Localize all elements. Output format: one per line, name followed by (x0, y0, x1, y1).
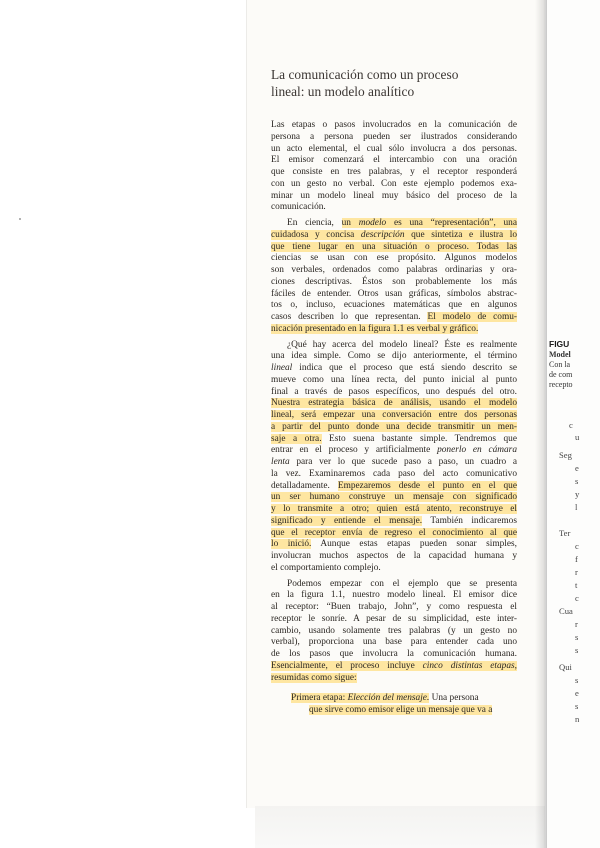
facing-page-text-fragment: e (575, 688, 579, 698)
text-line (271, 144, 517, 156)
facing-page-text-fragment: s (575, 632, 579, 642)
text-run: fáciles de entender. Otros usan gráficas, símbolos abstrac- (271, 288, 517, 299)
facing-page-text-fragment: r (575, 619, 578, 629)
text-line (271, 469, 517, 481)
facing-page-text-fragment: n (575, 714, 580, 724)
text-run: ciones descriptivas. Éstos son probablemente los más (271, 276, 517, 287)
section-title (271, 66, 531, 100)
text-line (271, 434, 517, 446)
highlighted-text: Empezaremos desde el punto en el que (337, 480, 517, 491)
facing-page-text-fragment: f (575, 554, 578, 564)
facing-page-text-fragment: e (575, 463, 579, 473)
scan-speck (19, 218, 21, 220)
text-line (271, 516, 517, 528)
list-gap (271, 684, 517, 693)
text-run: para ver lo que sucede paso a paso, un cuadro a (289, 457, 517, 467)
highlighted-text: El modelo de comu- (427, 312, 518, 322)
text-run: detalladamente. (271, 480, 338, 491)
text-run: involucran muchos aspectos de la capacidad humana y (271, 551, 517, 561)
text-line (271, 481, 517, 493)
text-line (271, 422, 517, 434)
text-line (271, 289, 517, 301)
text-run: indica que el proceso que está siendo descrito se (292, 363, 517, 373)
text-run: una idea simple. Como se dijo anteriormente, el término (271, 351, 517, 362)
text-line (271, 253, 517, 265)
text-line (271, 445, 517, 457)
text-line (271, 590, 517, 602)
highlighted-text: cuidadosa y concisa (271, 229, 361, 240)
text-run: También indicaremos (422, 515, 517, 526)
highlighted-text: nicación presentado en la figura 1.1 es verbal y gráfico. (271, 323, 479, 334)
highlighted-text: un (341, 218, 359, 228)
highlighted-text: un ser humano construye un mensaje con significado (271, 492, 517, 503)
text-run: lineal (271, 363, 293, 373)
text-line (271, 242, 517, 254)
text-line (271, 155, 517, 167)
text-run: final a través de pasos específicos, uno después del otro. (271, 386, 517, 397)
facing-page-text-fragment: Seg (559, 450, 572, 460)
facing-page-text-fragment: Qui (559, 662, 572, 672)
figure-label: FIGU (549, 339, 570, 349)
facing-page-text-fragment: s (575, 675, 579, 685)
text-run: la vez. Examinaremos cada paso del acto comunicativo (271, 468, 517, 479)
highlighted-text: cinco distintas etapas, (422, 660, 517, 671)
text-line (271, 191, 517, 203)
text-line (271, 167, 517, 179)
text-run: Una persona (429, 693, 479, 704)
text-line (271, 457, 517, 469)
text-run: de los pasos que involucra la comunicación humana. (271, 649, 517, 659)
highlighted-text: y lo transmite a otro; quien está atento, reconstruye el (271, 504, 517, 514)
facing-page-text-fragment: Cua (559, 606, 573, 616)
text-run: casos describen lo que representan. (271, 312, 428, 322)
text-run: entrar en el proceso y artificialmente (271, 445, 438, 456)
highlighted-text: lo inició. (271, 539, 312, 550)
text-run: receptor le sonríe. A pesar de su simplicidad, este inter- (271, 613, 517, 624)
text-run: Esto suena bastante simple. Tendremos que (321, 433, 517, 444)
section-title-line-1: La comunicación como un proceso (271, 67, 459, 82)
text-run: tos o, incluso, ecuaciones matemáticas que en algunos (271, 300, 517, 311)
highlighted-text: Elección del mensaje. (347, 693, 430, 704)
text-line (271, 410, 517, 422)
text-run: mueve como una línea recta, del punto inicial al punto (271, 374, 517, 385)
text-line (271, 277, 517, 289)
text-line (271, 218, 517, 230)
facing-page-text-fragment: s (575, 701, 579, 711)
facing-page-text-fragment: s (575, 476, 579, 486)
text-line (271, 551, 517, 563)
highlighted-text: que sintetiza e ilustra lo (404, 229, 518, 240)
text-run: Podemos empezar con el ejemplo que se presenta (287, 578, 517, 589)
text-line (271, 340, 517, 352)
facing-page-fragment (547, 0, 600, 848)
highlighted-text: saje a otra. (271, 433, 322, 444)
highlighted-text: que el receptor envía de regreso el conocimiento al que (271, 527, 517, 538)
facing-page-text-fragment: u (575, 432, 580, 442)
text-line (271, 626, 517, 638)
text-run: comunicación. (271, 202, 326, 213)
highlighted-text: resumidas como sigue: (271, 672, 357, 683)
text-line (271, 179, 517, 191)
facing-page-text-fragment: c (575, 593, 579, 603)
text-run: un acto elemental, el cual sólo involucra a dos personas. (271, 143, 517, 154)
text-line (271, 312, 517, 324)
body-text (271, 120, 517, 717)
text-run: ¿Qué hay acerca del modelo lineal? Éste es realmente (287, 339, 517, 350)
text-run: En ciencia, (287, 218, 342, 228)
text-line (271, 398, 517, 410)
highlighted-text: que tiene lugar en una situación o proceso. Todas las (271, 241, 517, 252)
facing-page-text-fragment: c (569, 420, 573, 430)
text-line (271, 637, 517, 649)
text-run: lenta (271, 457, 290, 467)
text-line (271, 649, 517, 661)
highlighted-text: modelo (358, 218, 387, 228)
text-line (271, 673, 517, 685)
highlighted-text: lineal, será empezar una conversación entre dos personas (271, 410, 517, 420)
text-line (271, 375, 517, 387)
text-line (271, 351, 517, 363)
text-line (271, 324, 517, 336)
highlighted-text: descripción (360, 229, 405, 240)
text-run: minar un modelo lineal muy básico del proceso de la (271, 190, 517, 201)
facing-page-text-fragment: y (575, 489, 580, 499)
figure-caption-fragment: recepto (549, 380, 573, 389)
text-line (271, 132, 517, 144)
highlighted-text: Esencialmente, el proceso incluye (271, 660, 423, 671)
highlighted-text: que sirve como emisor elige un mensaje que va a (309, 705, 493, 715)
text-run: en la figura 1.1, nuestro modelo lineal. El emisor dice (271, 590, 517, 601)
text-run: son verbales, ordenados como palabras ordinarias y ora- (271, 265, 517, 275)
text-run: con un gesto no verbal. Con este ejemplo podemos exa- (271, 178, 517, 189)
facing-page-text-fragment: Ter (559, 528, 571, 538)
figure-caption-fragment: Model (549, 350, 571, 359)
text-run: Aunque estas etapas pueden sonar simples, (311, 539, 517, 550)
text-line (271, 265, 517, 277)
text-run: cambio, usando solamente tres palabras (y un gesto no (271, 625, 517, 636)
text-line (271, 300, 517, 312)
text-line (271, 563, 517, 575)
facing-page-text-fragment: s (575, 645, 579, 655)
text-line (271, 230, 517, 242)
section-title-line-2: lineal: un modelo analítico (271, 84, 415, 99)
text-line (271, 492, 517, 504)
facing-page-text-fragment: t (575, 580, 578, 590)
text-line (271, 579, 517, 591)
text-run: al receptor: “Buen trabajo, John”, y como respuesta el (271, 602, 517, 612)
highlighted-text: a partir del punto donde una decide transmitir un men- (271, 421, 517, 432)
text-line (271, 661, 517, 673)
text-run: Las etapas o pasos involucrados en la comunicación de (271, 120, 517, 130)
figure-caption-fragment: Con la (549, 360, 571, 369)
highlighted-text: Nuestra estrategia básica de análisis, usando el modelo (271, 398, 517, 409)
text-line (271, 539, 517, 551)
text-run: persona a persona pueden ser ilustrados considerando (271, 131, 517, 142)
book-gutter (535, 0, 547, 848)
text-run: verbal), proporciona una base para entender cada uno (271, 637, 517, 648)
list-item-line (271, 705, 517, 717)
text-run: El emisor comenzará el intercambio con una oración (271, 155, 517, 166)
text-run: que consiste en tres palabras, y el receptor responderá (271, 167, 517, 177)
highlighted-text: es una “representación”, una (386, 218, 517, 228)
text-line (271, 528, 517, 540)
text-line (271, 387, 517, 399)
text-run: ciencias se usan con ese propósito. Algunos modelos (271, 253, 517, 264)
figure-caption-fragment: de com (549, 370, 573, 379)
page-bottom-edge (255, 806, 545, 848)
facing-page-text-fragment: r (575, 567, 578, 577)
facing-page-text-fragment: c (575, 541, 579, 551)
highlighted-text: significado y entiende el mensaje. (271, 515, 423, 526)
text-line (271, 363, 517, 375)
text-run: el comportamiento complejo. (271, 562, 381, 573)
list-item-line (271, 693, 517, 705)
text-run: ponerlo en cámara (437, 445, 517, 456)
text-line (271, 614, 517, 626)
highlighted-text: Primera etapa: (291, 693, 348, 704)
text-line (271, 202, 517, 214)
facing-page-text-fragment: l (575, 502, 578, 512)
text-line (271, 602, 517, 614)
text-line (271, 504, 517, 516)
text-line (271, 120, 517, 132)
